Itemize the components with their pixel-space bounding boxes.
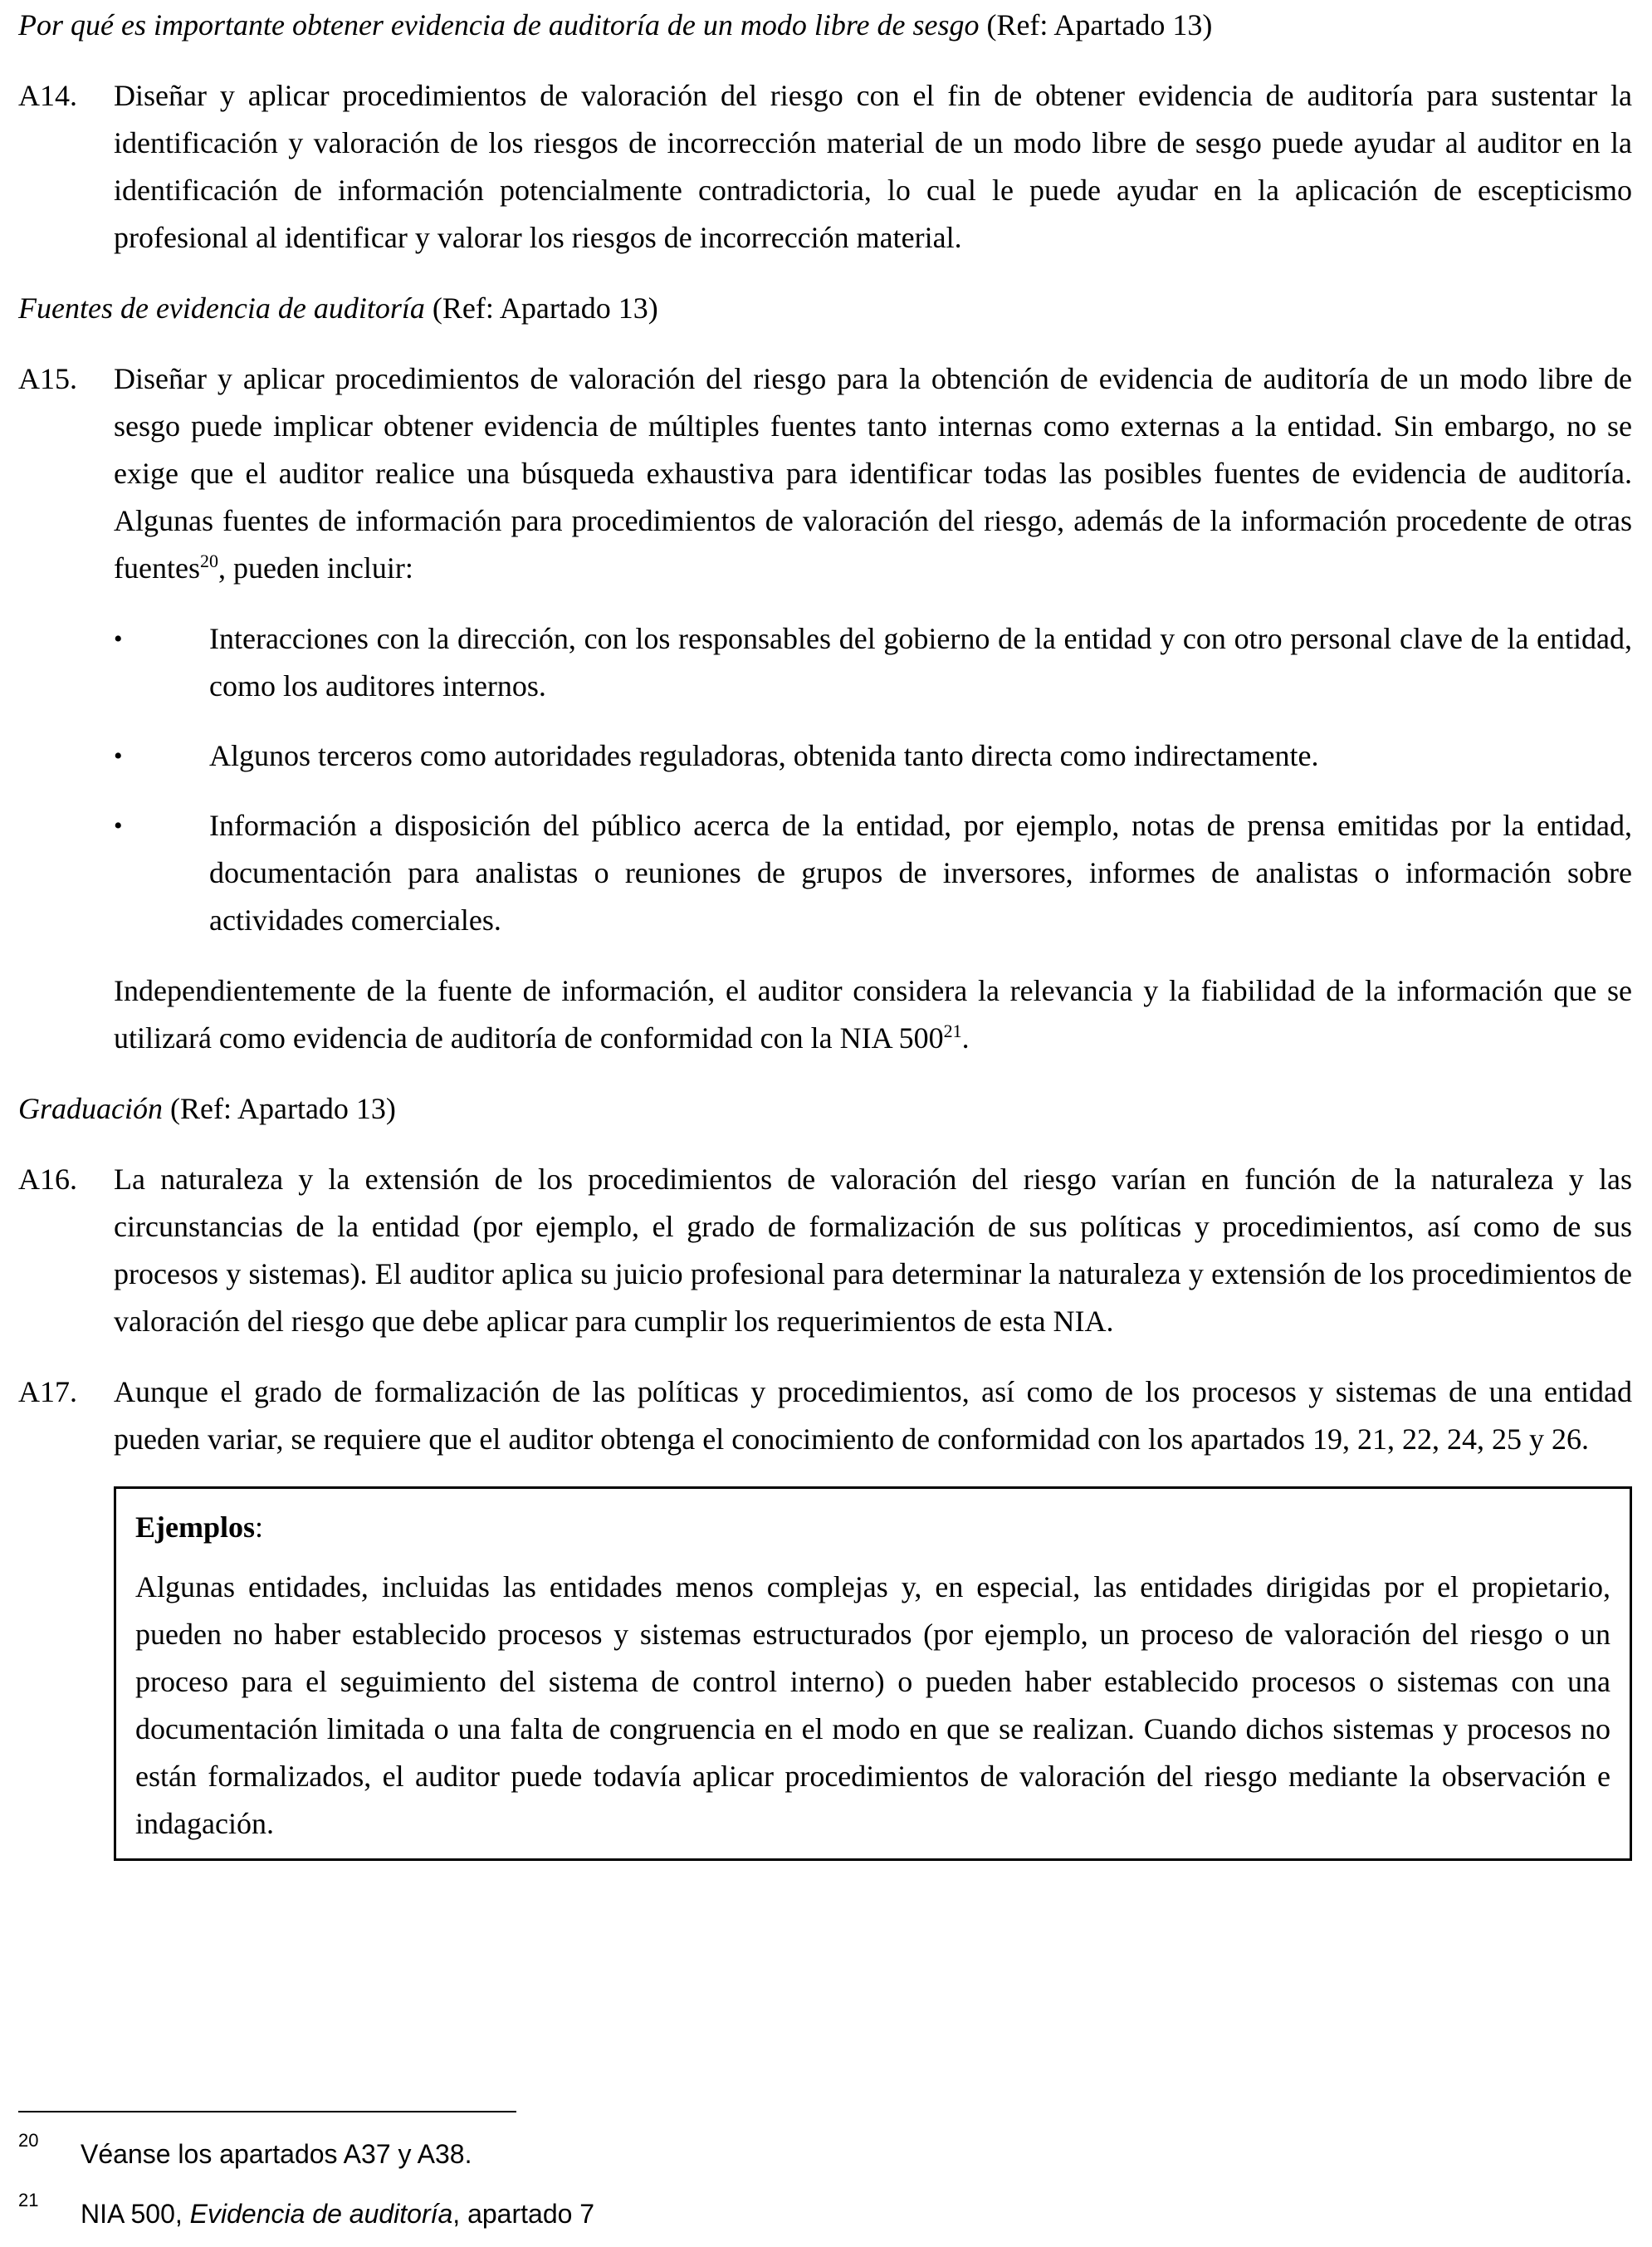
section-heading-evidence-sources: Fuentes de evidencia de auditoría (Ref: Apartado 13) — [18, 291, 658, 325]
paragraph-text: Diseñar y aplicar procedimientos de valoración del riesgo para la obtención de evidencia de auditoría de un modo libre de sesgo puede implicar obtener evidencia de múltiples fuentes tanto internas como externas a la entidad. Sin embargo, no se exige que el auditor realice una búsqueda exhaustiva para identificar todas las posibles fuentes de evidencia de auditoría. Algunas fuentes de información para procedimientos de valoración del riesgo, además de la información procedente de otras fuentes$^{20}$, pueden incluir: — [114, 362, 1632, 585]
footnotes — [18, 2124, 1596, 2244]
footnote-ref-20[interactable]: 20 — [199, 551, 218, 571]
footnote-text: Véanse los apartados A37 y A38. — [81, 2139, 472, 2169]
examples-title: Ejemplos: — [135, 1510, 264, 1544]
section-heading-bias-free: Por qué es importante obtener evidencia de auditoría de un modo libre de sesgo (Ref: Apartado 13) — [18, 8, 1213, 42]
paragraph-number: A15. — [18, 362, 77, 395]
list-item: • Algunos terceros como autoridades reguladoras, obtenida tanto directa como indirectamente. — [114, 732, 1632, 780]
bullet-icon: • — [114, 625, 123, 653]
paragraph-number: A14. — [18, 79, 77, 112]
paragraph-text: Aunque el grado de formalización de las políticas y procedimientos, así como de los procesos y sistemas de una entidad pueden variar, se requiere que el auditor obtenga el conocimiento de conformidad con los apartados 19, 21, 22, 24, 25 y 26. — [114, 1375, 1632, 1456]
bullet-icon: • — [114, 742, 123, 770]
document-page — [18, 2, 1632, 1861]
footnote-ref-21[interactable]: 21 — [943, 1021, 962, 1041]
footnote-20 — [18, 2124, 1596, 2184]
section-heading-scaling: Graduación (Ref: Apartado 13) — [18, 1092, 396, 1125]
list-item: • Información a disposición del público acerca de la entidad, por ejemplo, notas de prensa emitidas por la entidad, documentación para analistas o reuniones de grupos de inversores, informes de analistas o información sobre actividades comerciales. — [114, 802, 1632, 944]
paragraph-a15-closing: Independientemente de la fuente de información, el auditor considera la relevancia y la fiabilidad de la información que se utilizará como evidencia de auditoría de conformidad con la NIA $500^{21}$. — [114, 974, 1632, 1055]
paragraph-a15 — [18, 355, 1632, 592]
examples-text: Algunas entidades, incluidas las entidades menos complejas y, en especial, las entidades dirigidas por el propietario, pueden no haber establecido procesos y sistemas estructurados (por ejemplo, un proceso de valoración del riesgo o un proceso para el seguimiento del sistema de control interno) o pueden haber establecido procesos o sistemas con una documentación limitada o una falta de congruencia en el modo en que se realizan. Cuando dichos sistemas y procesos no están formalizados, el auditor puede todavía aplicar procedimientos de valoración del riesgo mediante la observación e indagación. — [135, 1570, 1610, 1840]
bullet-icon: • — [114, 812, 123, 840]
paragraph-text: Diseñar y aplicar procedimientos de valoración del riesgo con el fin de obtener evidencia de auditoría para sustentar la identificación y valoración de los riesgos de incorrección material de un modo libre de sesgo puede ayudar al auditor en la identificación de información potencialmente contradictoria, lo cual le puede ayudar en la aplicación de escepticismo profesional al identificar y valorar los riesgos de incorrección material. — [114, 79, 1632, 254]
list-item: • Interacciones con la dirección, con los responsables del gobierno de la entidad y con otro personal clave de la entidad, como los auditores internos. — [114, 615, 1632, 710]
footnote-number: 21 — [18, 2190, 39, 2210]
bullet-list — [114, 615, 1632, 944]
paragraph-a16 — [18, 1156, 1632, 1345]
examples-box — [114, 1486, 1632, 1861]
paragraph-a17 — [18, 1368, 1632, 1463]
paragraph-text: La naturaleza y la extensión de los procedimientos de valoración del riesgo varían en función de la naturaleza y las circunstancias de la entidad (por ejemplo, el grado de formalización de sus políticas y procedimientos, así como de sus procesos y sistemas). El auditor aplica su juicio profesional para determinar la naturaleza y extensión de los procedimientos de valoración del riesgo que debe aplicar para cumplir los requerimientos de esta NIA. — [114, 1163, 1632, 1338]
footnote-number: 20 — [18, 2130, 39, 2151]
paragraph-number: A17. — [18, 1375, 77, 1408]
paragraph-a14 — [18, 72, 1632, 262]
footnote-separator — [18, 2111, 516, 2112]
footnote-21 — [18, 2184, 1596, 2244]
paragraph-number: A16. — [18, 1163, 77, 1196]
footnote-text: NIA 500, Evidencia de auditoría, apartado 7 — [81, 2199, 595, 2229]
